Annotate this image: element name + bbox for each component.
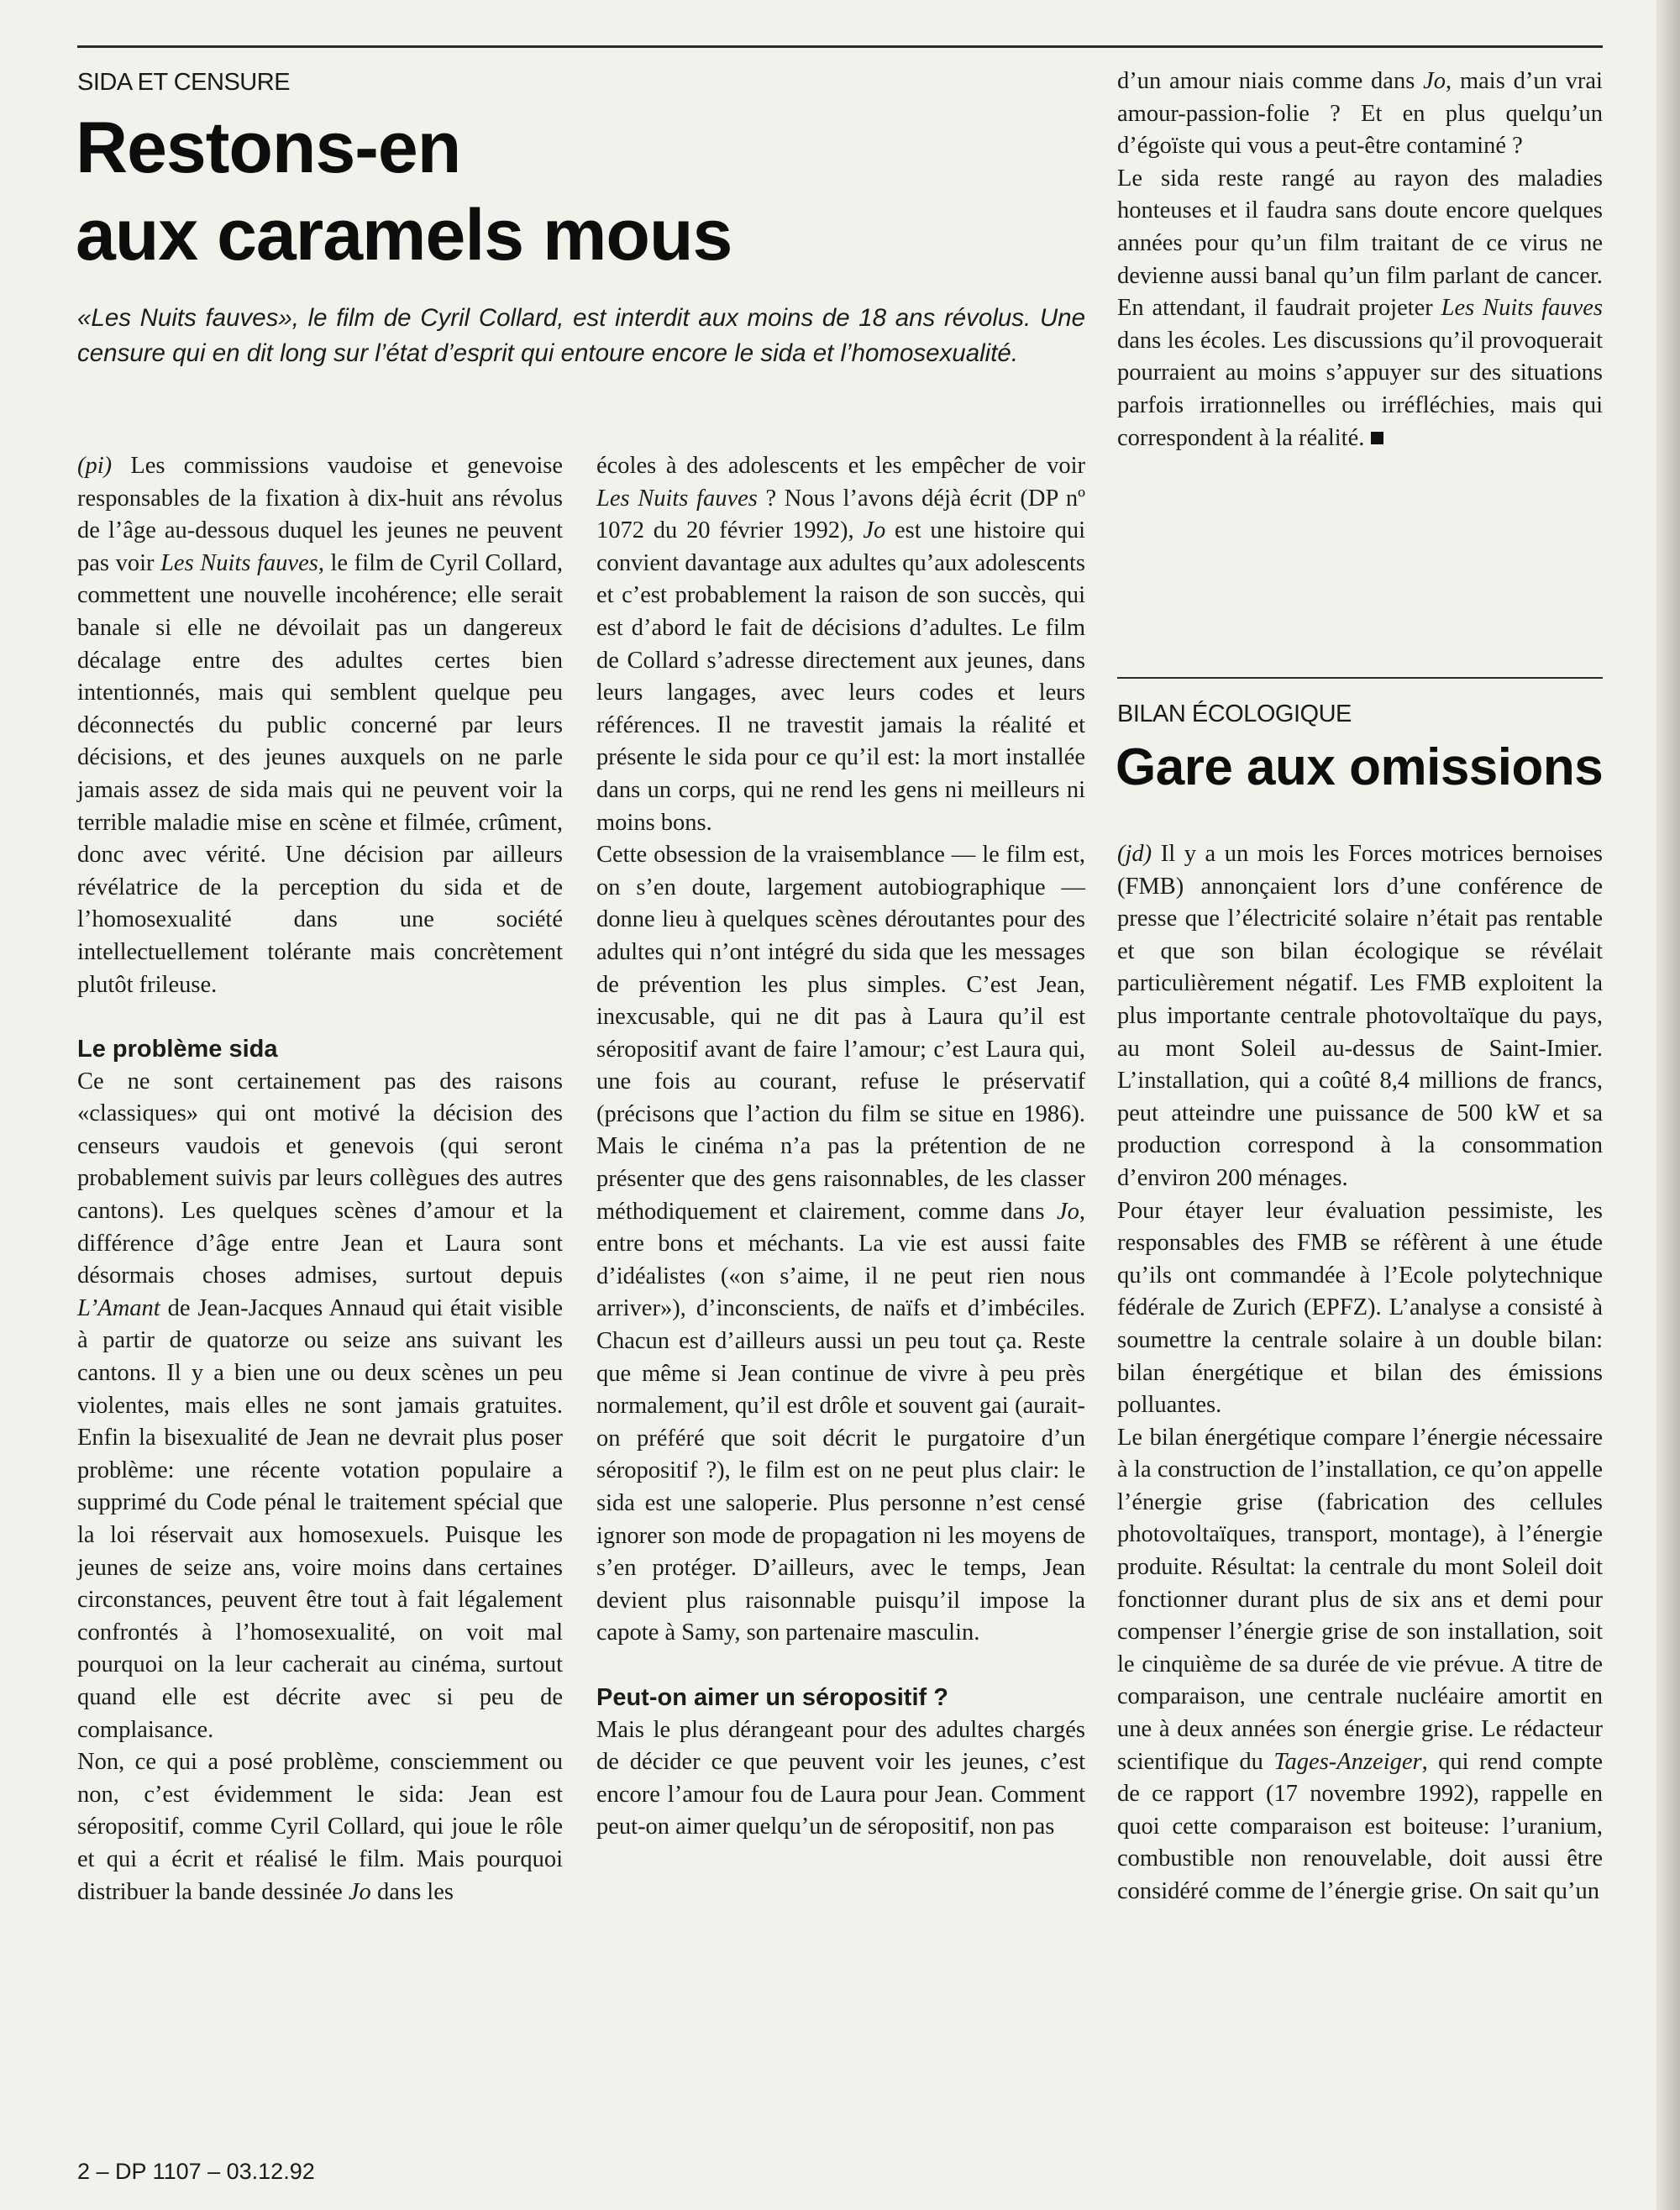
article2-top-rule — [1117, 677, 1603, 679]
article1-column-2 — [596, 450, 1085, 1844]
newspaper-title: Tages-Anzeiger — [1273, 1748, 1422, 1775]
article1-headline — [76, 104, 732, 279]
article2-headline: Gare aux omissions — [1116, 738, 1604, 796]
article1-column-1 — [77, 450, 563, 1908]
article1-kicker: SIDA ET CENSURE — [77, 69, 291, 96]
end-of-article-mark — [1371, 432, 1383, 444]
top-rule — [77, 45, 1603, 48]
film-title: Les Nuits fauves — [160, 549, 318, 576]
article1-paragraph: Le sida reste rangé au rayon des maladies honteuses et il faudra sans doute encore quelques années pour qu’un film traitant de ce virus ne devienne aussi banal qu’un film parlant de cancer. En attendant, il faudrait projeter Les Nuits fauves dans les écoles. Les discussions qu’il provoquerait pourraient au moins s’appuyer sur des situations parfois irrationnelles ou irréfléchies, mais qui correspondent à la réalité. — [1117, 165, 1603, 451]
article1-paragraph: (pi) Les commissions vaudoise et genevoise responsables de la fixation à dix-huit ans révolus de l’âge au-dessous duquel les jeunes ne peuvent pas voir Les Nuits fauves, le film de Cyril Collard, commettent une nouvelle incohérence; elle serait banale si elle ne dévoilait pas un dangereux décalage entre des adultes certes bien intentionnés, mais qui semblent quelque peu déconnectés du public concerné par leurs décisions, et des jeunes auxquels on ne parle jamais assez de sida mais qui ne peuvent voir la terrible maladie mise en scène et filmée, crûment, donc avec vérité. Une décision par ailleurs révélatrice de la perception du sida et de l’homosexualité dans une société intellectuellement tolérante mais concrètement plutôt frileuse. — [77, 453, 563, 998]
article1-headline-line1: Restons-en — [76, 108, 461, 188]
article2-column — [1117, 838, 1603, 1908]
article1-lede: «Les Nuits fauves», le film de Cyril Collard, est interdit aux moins de 18 ans révolus. Une censure qui en dit long sur l’état d’esprit qui entoure encore le sida et l’homosexualité. — [77, 304, 1085, 367]
comic-title: Jo — [1423, 68, 1446, 94]
article1-paragraph: écoles à des adolescents et les empêcher de voir Les Nuits fauves ? Nous l’avons déjà écrit (DP nº 1072 du 20 février 1992), Jo est une histoire qui convient davantage aux adultes qu’aux adolescents et c’est probablement la raison de son succès, qui est d’abord le fait de décisions d’adultes. Le film de Collard s’adresse directement aux jeunes, dans leurs langages, avec leurs codes et leurs références. Il ne travestit jamais la réalité et présente le sida pour ce qu’il est: la mort installée dans un corps, qui ne rend les gens ni meilleurs ni moins bons. — [596, 453, 1085, 836]
article1-paragraph: Cette obsession de la vraisemblance — le film est, on s’en doute, largement autobiographique — donne lieu à quelques scènes déroutantes pour des adultes qui n’ont intégré du sida que les messages de prévention les plus simples. C’est Jean, inexcusable, qui ne dit pas à Laura qu’il est séropositif avant de faire l’amour; c’est Laura qui, une fois au courant, refuse le préservatif (précisons que l’action du film se situe en 1986). Mais le cinéma n’a pas la prétention de ne présenter que des gens raisonnables, de les classer méthodiquement et clairement, comme dans Jo, entre bons et méchants. La vie est aussi faite d’idéalistes («on s’aime, il ne peut rien nous arriver»), d’inconscients, de naïfs et d’imbéciles. Chacun est d’ailleurs aussi un peu tout ça. Reste que même si Jean continue de vivre à peu près normalement, qu’il est drôle et souvent gai (aurait-on préféré que soit décrit le purgatoire d’un séropositif ?), le film est on ne peut plus clair: le sida est une saloperie. Plus personne n’est censé ignorer son mode de propagation ni les moyens de s’en protéger. D’ailleurs, avec le temps, Jean devient plus raisonnable puisqu’il impose la capote à Samy, son partenaire masculin. — [596, 842, 1085, 1646]
article1-headline-line2: aux caramels mous — [76, 195, 732, 276]
article1-paragraph: Mais le plus dérangeant pour des adultes chargés de décider ce que peuvent voir les jeunes, c’est encore l’amour fou de Laura pour Jean. Comment peut-on aimer quelqu’un de séropositif, non pas — [596, 1716, 1085, 1840]
comic-title: Jo — [863, 517, 886, 544]
film-title: Les Nuits fauves — [1441, 295, 1603, 322]
page-footer: 2 – DP 1107 – 03.12.92 — [77, 2159, 315, 2184]
article2-paragraph: Pour étayer leur évaluation pessimiste, les responsables des FMB se réfèrent à une étude qu’ils ont commandée à l’Ecole polytechnique fédérale de Zurich (EPFZ). L’analyse a consisté à soumettre la centrale solaire à un double bilan: bilan énergétique et bilan des émissions polluantes. — [1117, 1197, 1603, 1419]
article2-paragraph: (jd) Il y a un mois les Forces motrices bernoises (FMB) annonçaient lors d’une conférence de presse que l’électricité solaire n’était pas rentable et que son bilan écologique se révélait particulièrement négatif. Les FMB exploitent la plus importante centrale photovoltaïque du pays, au mont Soleil au-dessus de Saint-Imier. L’installation, qui a coûté 8,4 millions de francs, peut atteindre une puissance de 500 kW et sa production correspond à la consommation d’environ 200 ménages. — [1117, 841, 1603, 1191]
subhead-peut-on-aimer: Peut-on aimer un séropositif ? — [596, 1683, 948, 1711]
author-initials: (jd) — [1117, 841, 1152, 867]
article1-paragraph: Non, ce qui a posé problème, consciemment ou non, c’est évidemment le sida: Jean est séropositif, comme Cyril Collard, qui joue le rôle et qui a écrit et réalisé le film. Mais pourquoi distribuer la bande dessinée Jo dans les — [77, 1749, 563, 1905]
article1-paragraph: d’un amour niais comme dans Jo, mais d’un vrai amour-passion-folie ? Et en plus quelqu’un d’égoïste qui vous a peut-être contaminé ? — [1117, 68, 1603, 160]
comic-title: Jo — [348, 1878, 371, 1905]
article1-column-3 — [1117, 66, 1603, 454]
page-edge-shadow — [1656, 0, 1680, 2210]
subhead-le-probleme-sida: Le problème sida — [77, 1036, 278, 1063]
article2-kicker: BILAN ÉCOLOGIQUE — [1117, 701, 1352, 727]
comic-title: Jo — [1056, 1198, 1079, 1225]
article1-paragraph: Ce ne sont certainement pas des raisons «classiques» qui ont motivé la décision des censeurs vaudois et genevois (qui seront probablement suivis par leurs collègues des autres cantons). Les quelques scènes d’amour et la différence d’âge entre Jean et Laura sont désormais choses admises, surtout depuis L’Amant de Jean-Jacques Annaud qui était visible à partir de quatorze ou seize ans suivant les cantons. Il y a bien une ou deux scènes un peu violentes, mais elles ne sont jamais gratuites. Enfin la bisexualité de Jean ne devrait plus poser problème: une récente votation populaire a supprimé du Code pénal le traitement spécial que la loi réservait aux homosexuels. Puisque les jeunes de seize ans, voire moins dans certaines circonstances, peuvent être tout à fait légalement confrontés à l’homosexualité, on voit mal pourquoi on la leur cacherait au cinéma, surtout quand elle est décrite avec si peu de complaisance. — [77, 1068, 563, 1743]
article2-paragraph: Le bilan énergétique compare l’énergie nécessaire à la construction de l’installation, ce qu’on appelle l’énergie grise (fabrication des cellules photovoltaïques, transport, montage), à l’énergie produite. Résultat: la centrale du mont Soleil doit fonctionner durant plus de six ans et demi pour compenser l’énergie grise de son installation, soit le cinquième de sa durée de vie prévue. A titre de comparaison, une centrale nucléaire amortit en une à deux années son énergie grise. Le rédacteur scientifique du Tages-Anzeiger, qui rend compte de ce rapport (17 novembre 1992), rappelle en quoi cette comparaison est boiteuse: l’uranium, combustible non renouvelable, doit aussi être considéré comme de l’énergie grise. On sait qu’un — [1117, 1424, 1603, 1904]
author-initials: (pi) — [77, 453, 113, 479]
film-title: L’Amant — [77, 1294, 160, 1321]
film-title: Les Nuits fauves — [596, 485, 758, 512]
